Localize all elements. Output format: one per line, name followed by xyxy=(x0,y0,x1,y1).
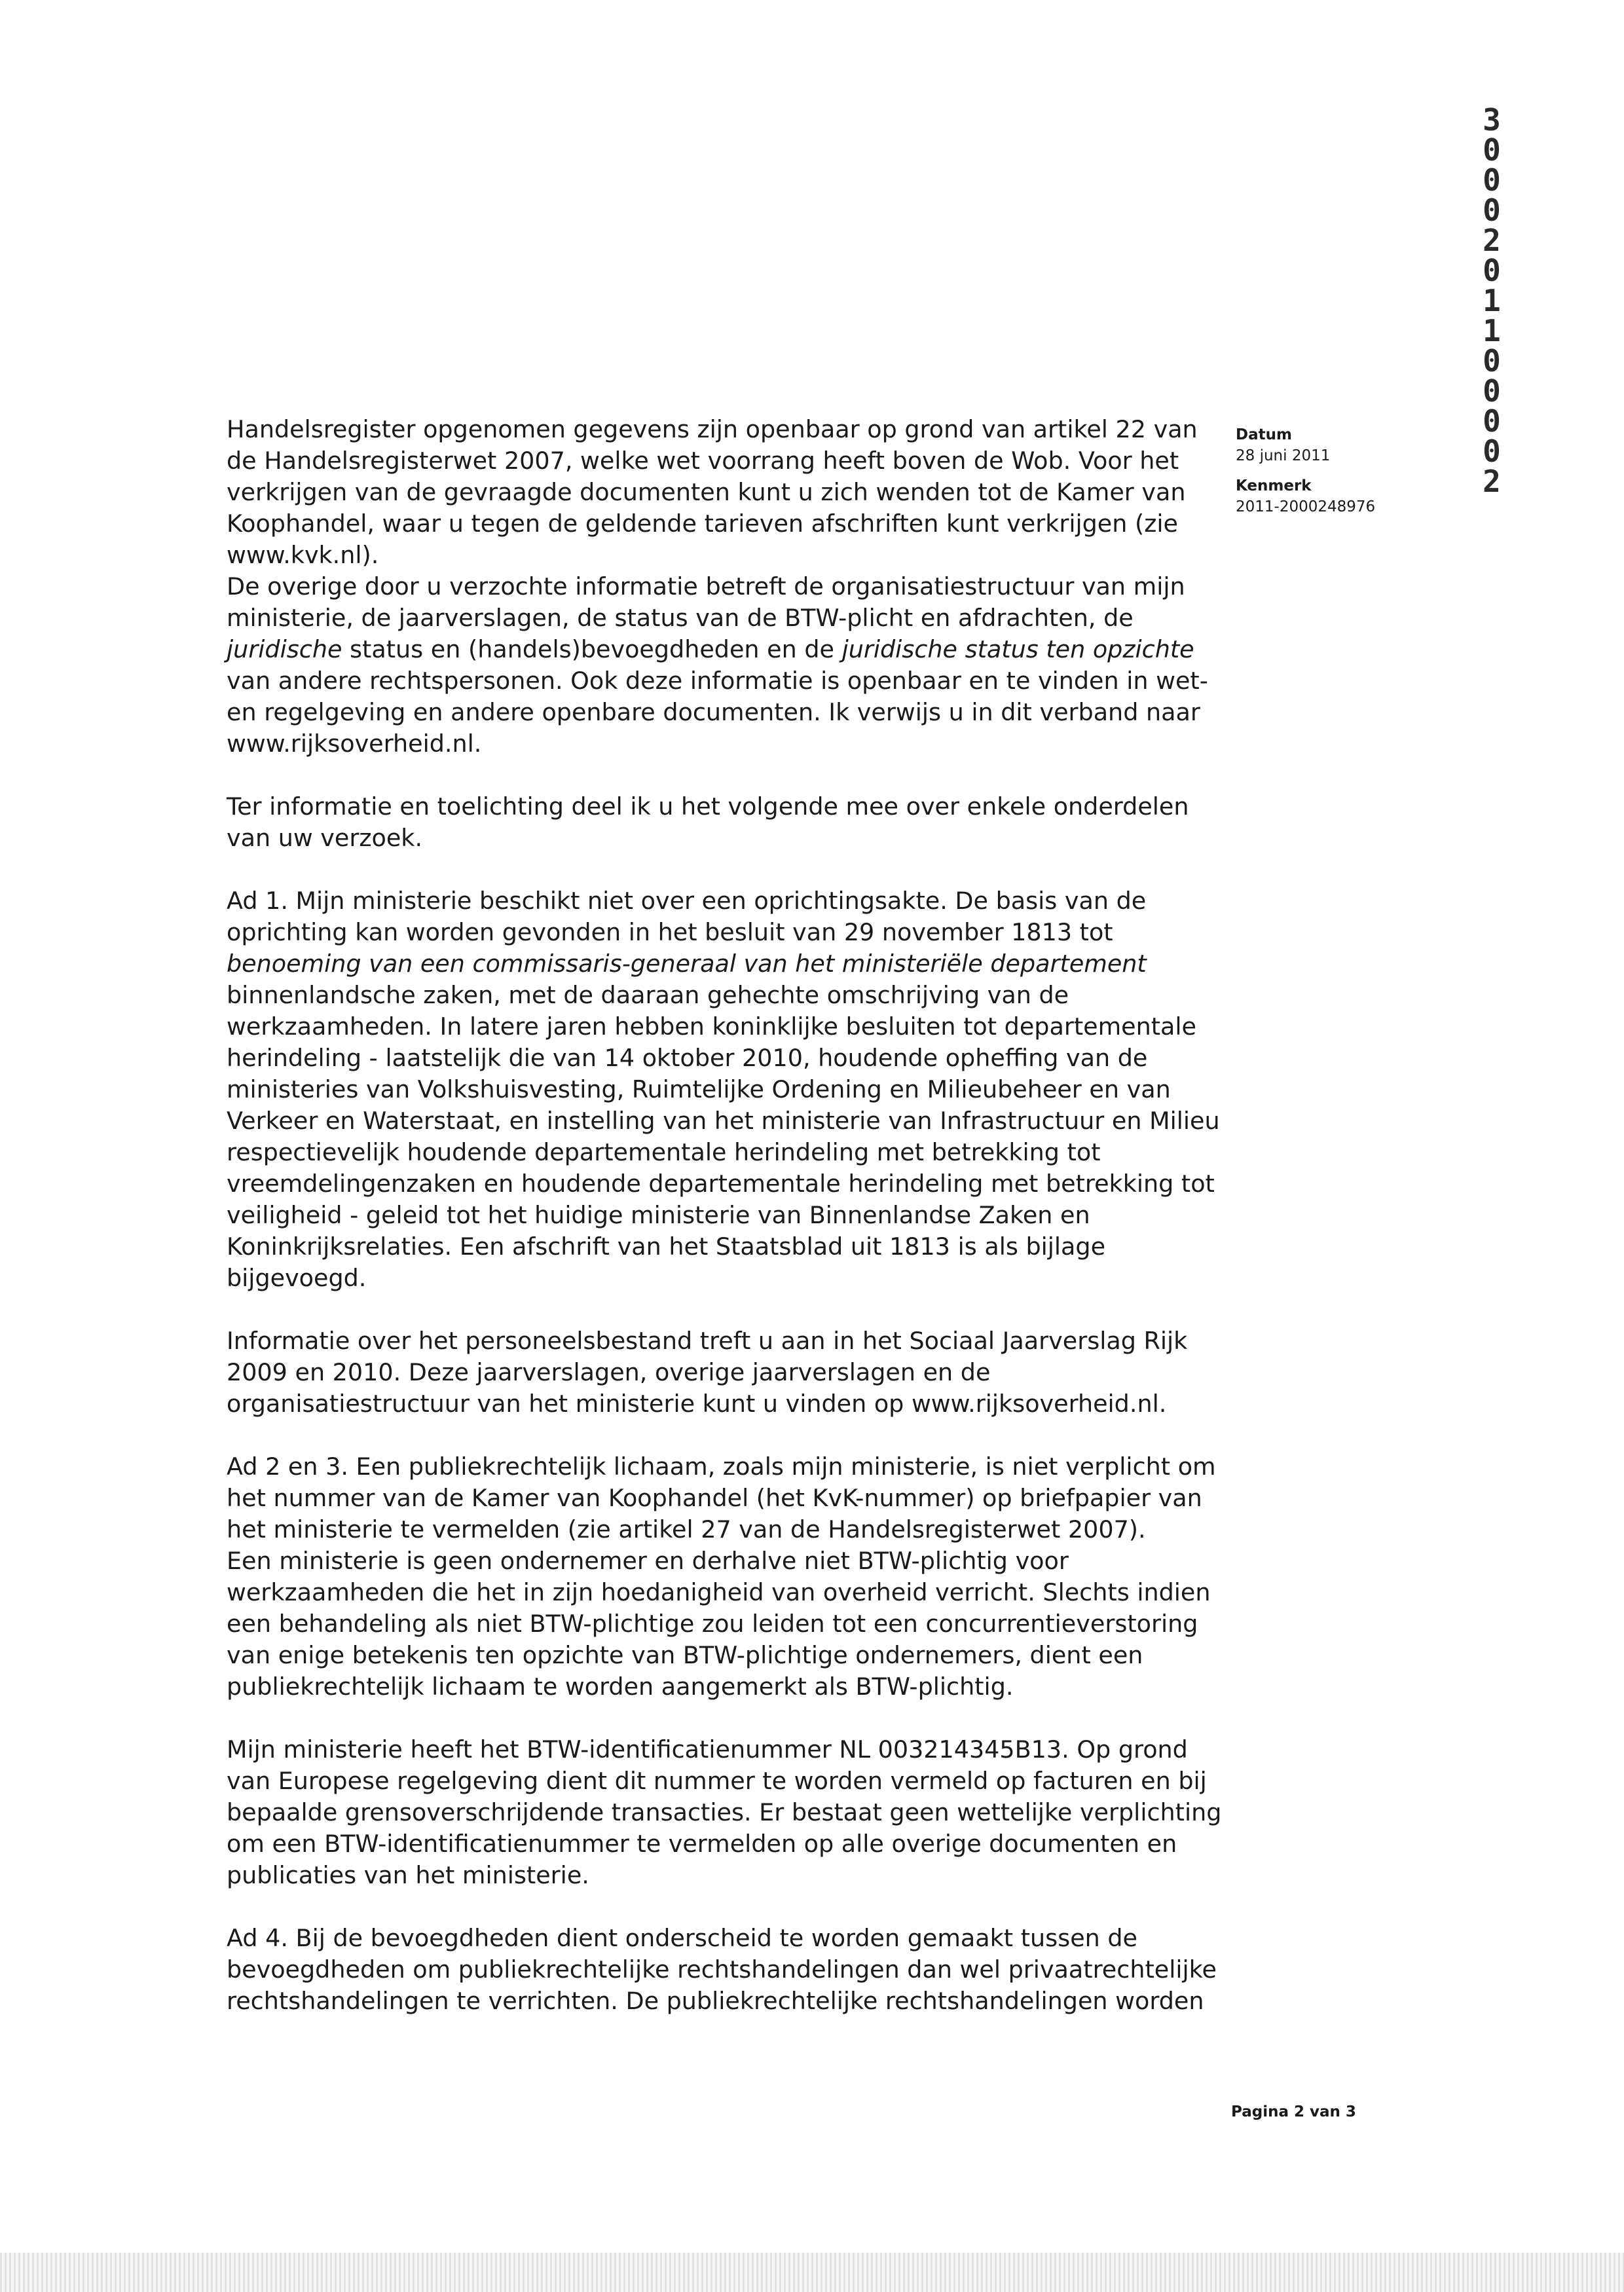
paragraph-text: van andere rechtspersonen. Ook deze informatie is openbaar en te vinden in wet- en regelgeving en andere openbare documenten. Ik verwijs u in dit verband naar www.rijksoverheid.nl. xyxy=(227,667,1208,758)
letter-metadata xyxy=(1236,424,1452,527)
page-number: Pagina 2 van 3 xyxy=(1231,2103,1356,2120)
stamp-digit: 1 xyxy=(1483,283,1501,318)
italic-text: juridische xyxy=(227,635,342,663)
paragraph-btw-nummer: Mijn ministerie heeft het BTW-identificatienummer NL 003214345B13. Op grond van Europese regelgeving dient dit nummer te worden vermeld op facturen en bij bepaalde grensoverschrijdende transacties. Er bestaat geen wettelijke verplichting om een BTW-identificatienummer te vermelden op alle overige documenten en publicaties van het ministerie. xyxy=(227,1735,1222,1889)
stamp-digit: 3 xyxy=(1483,102,1501,138)
stamp-digit: 0 xyxy=(1483,253,1501,288)
paragraph-text: status en (handels)bevoegdheden en de xyxy=(342,635,842,663)
stamp-digit: 0 xyxy=(1483,193,1501,228)
document-number-stamp xyxy=(1472,102,1511,499)
letter-body xyxy=(227,414,1228,2048)
stamp-digit: 0 xyxy=(1483,434,1501,469)
stamp-digit: 0 xyxy=(1483,343,1501,379)
paragraph-toelichting: Ter informatie en toelichting deel ik u het volgende mee over enkele onderdelen van uw verzoek. xyxy=(227,792,1189,852)
italic-text: benoeming van een commissaris-generaal van het ministeriële departement xyxy=(227,950,1147,978)
stamp-digit: 0 xyxy=(1483,162,1501,198)
paragraph-ad-1 xyxy=(227,885,1228,1294)
scan-edge-noise xyxy=(0,2253,1624,2292)
paragraph-text: binnenlandsche zaken, met de daaraan gehechte omschrijving van de werkzaamheden. In latere jaren hebben koninklijke besluiten tot departementale herindeling - laatstelijk die van 14 oktober 2010, houdende opheffing van de ministeries van Volkshuisvesting, Ruimtelijke Ordening en Milieubeheer en van Verkeer en Waterstaat, en instelling van het ministerie van Infrastructuur en Milieu respectievelijk houdende departementale herindeling met betrekking tot vreemdelingenzaken en houdende departementale herindeling met betrekking tot veiligheid - geleid tot het huidige ministerie van Binnenlandse Zaken en Koninkrijksrelaties. Een afschrift van het Staatsblad uit 1813 is als bijlage bijgevoegd. xyxy=(227,981,1220,1292)
stamp-digit: 2 xyxy=(1483,464,1501,499)
stamp-digit: 0 xyxy=(1483,132,1501,168)
paragraph-personeelsbestand: Informatie over het personeelsbestand treft u aan in het Sociaal Jaarverslag Rijk 2009 en 2010. Deze jaarverslagen, overige jaarverslagen en de organisatiestructuur van het ministerie kunt u vinden op www.rijksoverheid.nl. xyxy=(227,1327,1188,1418)
stamp-digit: 2 xyxy=(1483,223,1501,258)
paragraph-text: De overige door u verzochte informatie betreft de organisatiestructuur van mijn ministerie, de jaarverslagen, de status van de BTW-plicht en afdrachten, de xyxy=(227,572,1185,632)
paragraph-handelsregister xyxy=(227,414,1228,760)
datum-value: 28 juni 2011 xyxy=(1236,447,1331,464)
paragraph-text: Ad 1. Mijn ministerie beschikt niet over een oprichtingsakte. De basis van de oprichting kan worden gevonden in het besluit van 29 november 1813 tot xyxy=(227,887,1147,946)
kenmerk-value: 2011-2000248976 xyxy=(1236,498,1376,515)
paragraph-ad-2-en-3: Ad 2 en 3. Een publiekrechtelijk lichaam, zoals mijn ministerie, is niet verplicht om het nummer van de Kamer van Koophandel (het KvK-nummer) op briefpapier van het ministerie te vermelden (zie artikel 27 van de Handelsregisterwet 2007). Een ministerie is geen ondernemer en derhalve niet BTW-plichtig voor werkzaamheden die het in zijn hoedanigheid van overheid verricht. Slechts indien een behandeling als niet BTW-plichtige zou leiden tot een concurrentieverstoring van enige betekenis ten opzichte van BTW-plichtige ondernemers, dient een publiekrechtelijk lichaam te worden aangemerkt als BTW-plichtig. xyxy=(227,1452,1216,1701)
stamp-digit: 0 xyxy=(1483,373,1501,409)
paragraph-ad-4: Ad 4. Bij de bevoegdheden dient onderscheid te worden gemaakt tussen de bevoegdheden om publiekrechtelijke rechtshandelingen dan wel privaatrechtelijke rechtshandelingen te verrichten. De publiekrechtelijke rechtshandelingen worden xyxy=(227,1924,1217,2015)
italic-text: juridische status ten opzichte xyxy=(841,635,1194,663)
paragraph-text: Handelsregister opgenomen gegevens zijn openbaar op grond van artikel 22 van de Handelsregisterwet 2007, welke wet voorrang heeft boven de Wob. Voor het verkrijgen van de gevraagde documenten kunt u zich wenden tot de Kamer van Koophandel, waar u tegen de geldende tarieven afschriften kunt verkrijgen (zie www.kvk.nl). xyxy=(227,415,1198,569)
kenmerk-label: Kenmerk xyxy=(1236,477,1312,494)
datum-label: Datum xyxy=(1236,426,1292,443)
stamp-digit: 0 xyxy=(1483,403,1501,439)
stamp-digit: 1 xyxy=(1483,313,1501,348)
